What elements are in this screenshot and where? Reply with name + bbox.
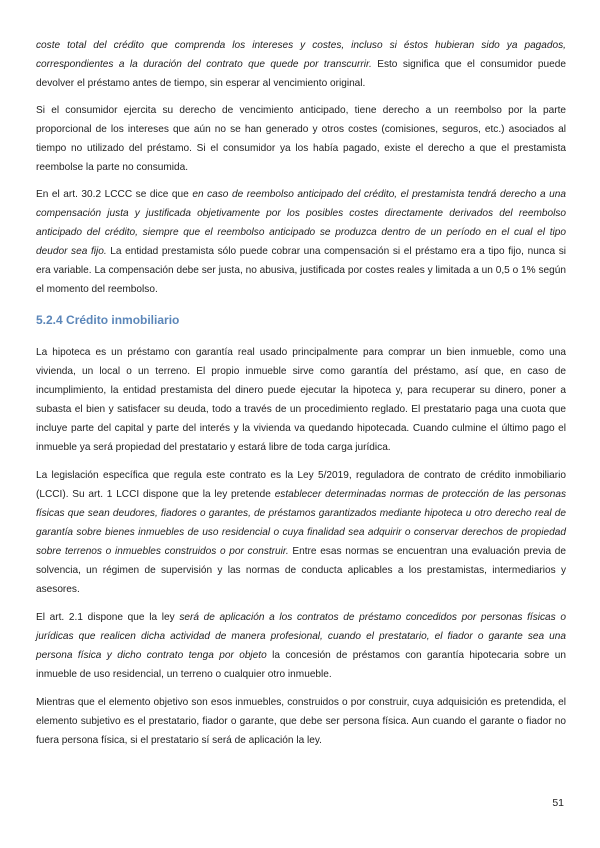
- paragraph-text: la concesión de préstamos con garantía hipotecaria sobre un inmueble de uso residencial, un terreno o cualquier otro inmueble.: [36, 650, 566, 680]
- paragraph-3: [36, 185, 566, 299]
- page-number: 51: [552, 797, 564, 809]
- paragraph-text: Entre esas normas se encuentran una evaluación previa de solvencia, un régimen de supervisión y las normas de conducta aplicables a los prestamistas, intermediarios y asesores.: [36, 546, 566, 595]
- paragraph-1: [36, 36, 566, 93]
- italic-quote: será de aplicación a los contratos de préstamo concedidos por personas físicas o jurídicas que realicen dicha actividad de manera profesional, cuando el prestatario, el fiador o garante sea una persona física y dicho contrato tenga por objeto: [36, 612, 566, 661]
- paragraph-2: Si el consumidor ejercita su derecho de vencimiento anticipado, tiene derecho a un reembolso por la parte proporcional de los intereses que aún no se han generado y otros costes (comisiones, seguros, etc.) asociados al tiempo no utilizado del préstamo. Si el consumidor ya los había pagado, existe el derecho a que el prestamista reembolse la parte no consumida.: [36, 105, 566, 173]
- document-page: [36, 36, 566, 750]
- italic-quote: establecer determinadas normas de protección de las personas físicas que sean deudores, fiadores o garantes, de préstamos garantizados mediante hipoteca u otro derecho real de garantía sobre bienes inmuebles de uso residencial o cuya finalidad sea adquirir o conservar derechos de propiedad sobre terrenos o inmuebles construidos o por construir.: [36, 489, 566, 557]
- paragraph-text: La entidad prestamista sólo puede cobrar una compensación si el préstamo era a tipo fijo, nunca si era variable. La compensación debe ser justa, no abusiva, justificada por costes reales y limitada a un 0,5 o 1% según el momento del reembolso.: [36, 246, 566, 295]
- paragraph-text: En el art. 30.2 LCCC se dice que: [36, 189, 193, 200]
- paragraph-text: Esto significa que el consumidor puede devolver el préstamo antes de tiempo, sin esperar al vencimiento original.: [36, 59, 566, 89]
- paragraph-6: [36, 608, 566, 684]
- italic-quote: en caso de reembolso anticipado del crédito, el prestamista tendrá derecho a una compensación justa y justificada objetivamente por los posibles costes directamente derivados del reembolso anticipado del crédito, siempre que el reembolso anticipado se produzca dentro de un período en el cual el tipo deudor sea fijo.: [36, 189, 566, 257]
- section-heading: 5.2.4 Crédito inmobiliario: [36, 313, 180, 327]
- paragraph-text: El art. 2.1 dispone que la ley: [36, 612, 180, 623]
- italic-quote: coste total del crédito que comprenda los intereses y costes, incluso si éstos hubieran sido ya pagados, correspondientes a la duración del contrato que quede por transcurrir.: [36, 40, 566, 70]
- paragraph-4: La hipoteca es un préstamo con garantía real usado principalmente para comprar un bien inmueble, como una vivienda, un local o un terreno. El propio inmueble sirve como garantía del préstamo, así que, en caso de incumplimiento, la entidad prestamista del dinero puede ejecutar la hipoteca y, para recuperar su dinero, poner a subasta el bien y satisfacer su deuda, todo a través de un procedimiento reglado. El prestatario paga una cuota que incluye parte del capital y parte del interés y la vivienda va quedando hipotecada. Cuando culmine el último pago el inmueble ya será propiedad del prestatario y estará libre de toda carga jurídica.: [36, 347, 566, 453]
- paragraph-5: [36, 466, 566, 599]
- paragraph-7: Mientras que el elemento objetivo son esos inmuebles, construidos o por construir, cuya adquisición es pretendida, el elemento subjetivo es el prestatario, fiador o garante, que debe ser persona física. Aun cuando el garante o fiador no fuera persona física, si el prestatario sí será de aplicación la ley.: [36, 697, 566, 746]
- paragraph-text: La legislación específica que regula este contrato es la Ley 5/2019, reguladora de contrato de crédito inmobiliario (LCCI). Su art. 1 LCCI dispone que la ley pretende: [36, 470, 566, 500]
